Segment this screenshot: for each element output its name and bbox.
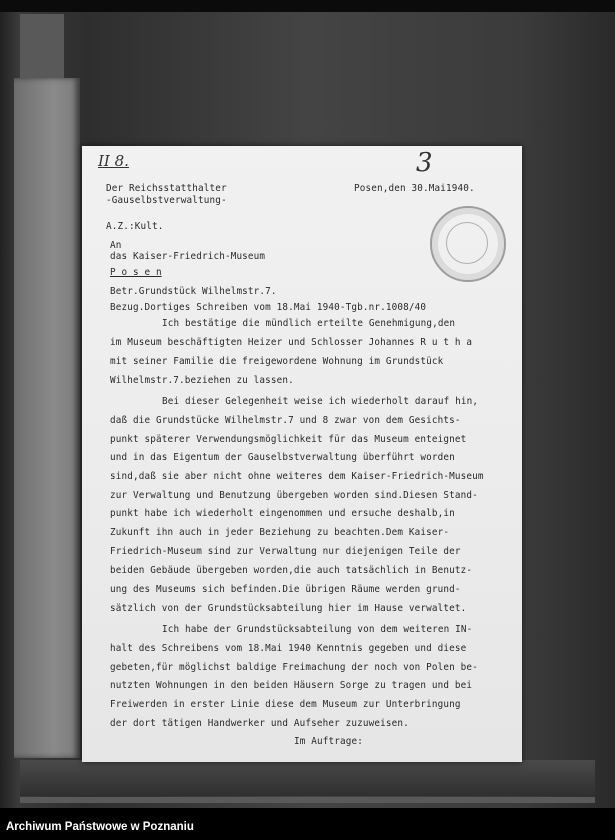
body-line: mit seiner Familie die freigewordene Wohnung im Grundstück: [110, 356, 444, 367]
folder-spine: [14, 78, 80, 758]
place-date: Posen,den 30.Mai1940.: [354, 183, 475, 194]
reference: A.Z.:Kult.: [106, 221, 164, 232]
recipient-line-1: An: [110, 240, 122, 251]
scan-top-edge: [0, 0, 615, 12]
body-line: halt des Schreibens vom 18.Mai 1940 Kenntnis gegeben und diese: [110, 643, 467, 654]
archive-footer: [0, 808, 615, 840]
body-line: Bei dieser Gelegenheit weise ich wiederholt darauf hin,: [162, 396, 479, 407]
body-line: beiden Gebäude übergeben worden,die auch tatsächlich in Benutz-: [110, 565, 473, 576]
body-line: nutzten Wohnungen in den beiden Häusern Sorge zu tragen und bei: [110, 680, 473, 691]
sender-line-2: -Gauselbstverwaltung-: [106, 195, 227, 206]
document-page: [82, 146, 522, 762]
body-line: sind,daß sie aber nicht ohne weiteres dem Kaiser-Friedrich-Museum: [110, 471, 484, 482]
body-line: ung des Museums sich befinden.Die übrigen Räume werden grund-: [110, 584, 461, 595]
archive-name: Archiwum Państwowe w Poznaniu: [6, 821, 194, 833]
body-line: der dort tätigen Handwerker und Aufseher zuzuweisen.: [110, 718, 409, 729]
body-line: im Museum beschäftigten Heizer und Schlosser Johannes R u t h a: [110, 337, 473, 348]
body-line: und in das Eigentum der Gauselbstverwaltung überführt worden: [110, 452, 455, 463]
related-line: Bezug.Dortiges Schreiben vom 18.Mai 1940-Tgb.nr.1008/40: [110, 302, 427, 313]
body-line: Friedrich-Museum sind zur Verwaltung nur diejenigen Teile der: [110, 546, 461, 557]
sender-line-1: Der Reichsstatthalter: [106, 183, 227, 194]
body-line: zur Verwaltung und Benutzung übergeben worden sind.Diesen Stand-: [110, 490, 478, 501]
body-line: Ich habe der Grundstücksabteilung von dem weiteren IN-: [162, 624, 473, 635]
body-line: Freiwerden in erster Linie diese dem Museum zur Unterbringung: [110, 699, 461, 710]
subject-line: Betr.Grundstück Wilhelmstr.7.: [110, 286, 277, 297]
body-line: daß die Grundstücke Wilhelmstr.7 und 8 zwar von dem Gesichts-: [110, 415, 461, 426]
body-line: Zukunft ihn auch in jeder Beziehung zu beachten.Dem Kaiser-: [110, 527, 450, 538]
body-line: Ich bestätige die mündlich erteilte Genehmigung,den: [162, 318, 456, 329]
folder-tab: [20, 14, 64, 82]
handwritten-roman-numeral: II 8.: [98, 152, 129, 170]
archive-stamp: [430, 206, 506, 282]
handwritten-page-number: 3: [416, 148, 433, 178]
body-line: Wilhelmstr.7.beziehen zu lassen.: [110, 375, 294, 386]
recipient-line-2: das Kaiser-Friedrich-Museum: [110, 251, 266, 262]
closing: Im Auftrage:: [294, 736, 363, 747]
body-line: sätzlich von der Grundstücksabteilung hier im Hause verwaltet.: [110, 603, 467, 614]
scan-bottom-edge: [20, 760, 595, 796]
body-line: gebeten,für möglichst baldige Freimachung der noch von Polen be-: [110, 662, 478, 673]
body-line: punkt späterer Verwendungsmöglichkeit für das Museum enteignet: [110, 434, 467, 445]
recipient-line-3: P o s e n: [110, 267, 162, 278]
scan-bottom-line: [20, 797, 595, 803]
body-line: punkt habe ich wiederholt eingenommen und ersuche deshalb,in: [110, 508, 455, 519]
